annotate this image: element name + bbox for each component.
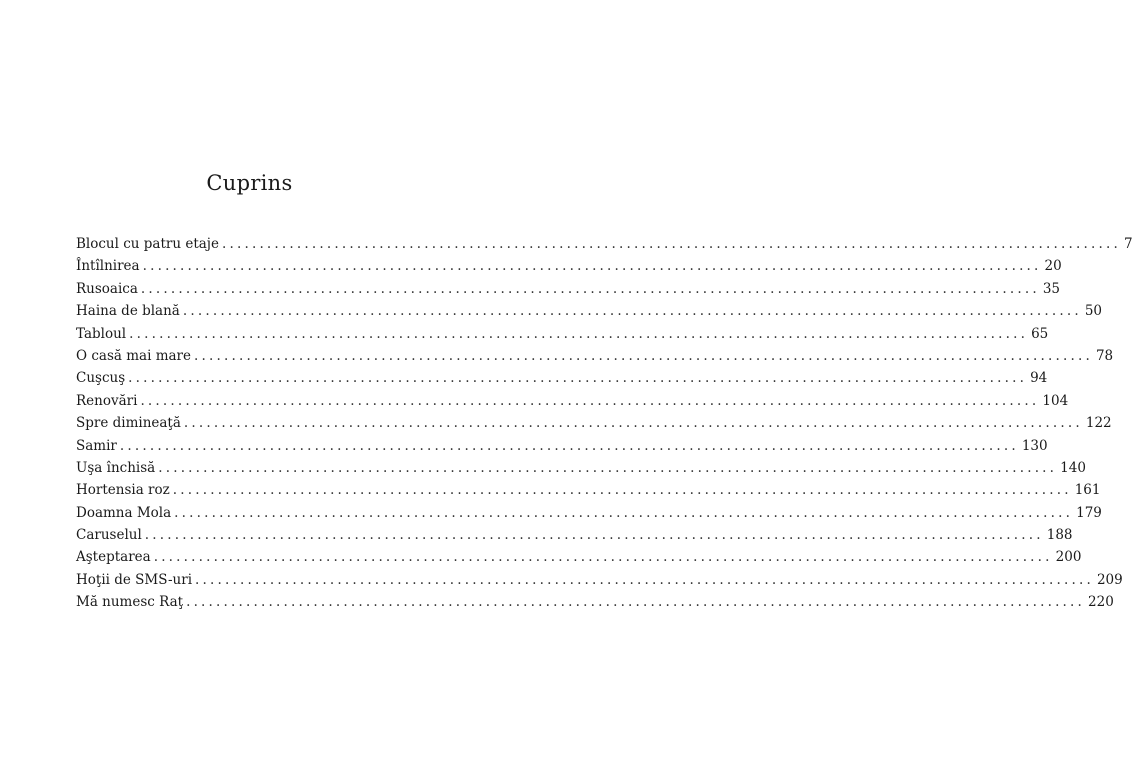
dot-leader: ........................................................................................................................ — [183, 415, 1083, 432]
dot-leader: ........................................................................................................................ — [140, 280, 1040, 297]
toc-entry-page-number: 188 — [1046, 527, 1073, 544]
toc-entry — [76, 236, 1133, 258]
toc-entry-title: Doamna Mola — [76, 504, 172, 521]
toc-entry-title: Cuşcuş — [76, 370, 126, 387]
toc-entry-title: Samir — [76, 437, 117, 454]
toc-entry-title: Spre dimineaţă — [76, 415, 181, 432]
toc-entry-title: Renovări — [76, 392, 138, 409]
toc-entry-page-number: 220 — [1088, 594, 1114, 611]
toc-entry-title: Haina de blană — [76, 303, 180, 320]
toc-entry-title: Tabloul — [76, 325, 127, 342]
dot-leader: ........................................................................................................................ — [144, 527, 1044, 544]
dot-leader: ........................................................................................................................ — [182, 303, 1082, 320]
toc-entry-title: Caruselul — [76, 527, 142, 544]
toc-entry-title: Rusoaica — [76, 280, 138, 297]
toc-entry — [76, 594, 1114, 616]
toc-entry — [76, 571, 1123, 594]
toc-entry — [76, 370, 1048, 392]
toc-entry — [76, 258, 1062, 280]
toc-entry — [76, 482, 1101, 504]
dot-leader: ........................................................................................................................ — [142, 258, 1042, 275]
toc-entry-page-number: 65 — [1031, 325, 1049, 342]
toc-entry — [76, 527, 1073, 549]
table-of-contents — [76, 236, 1133, 617]
toc-entry — [76, 504, 1102, 527]
toc-entry — [76, 459, 1086, 482]
toc-entry-title: O casă mai mare — [76, 347, 191, 364]
toc-entry-page-number: 7 — [1123, 236, 1133, 252]
toc-entry — [76, 303, 1102, 325]
toc-entry — [76, 415, 1112, 437]
dot-leader: ........................................................................................................................ — [221, 236, 1121, 252]
dot-leader: ........................................................................................................................ — [128, 370, 1028, 387]
dot-leader: ........................................................................................................................ — [140, 392, 1040, 409]
toc-entry — [76, 392, 1069, 415]
toc-entry — [76, 347, 1114, 370]
toc-entry-title: Hortensia roz — [76, 482, 170, 499]
toc-entry-title: Întîlnirea — [76, 258, 140, 275]
toc-entry-page-number: 78 — [1095, 347, 1114, 364]
toc-entry-page-number: 94 — [1030, 370, 1048, 387]
toc-entry-title: Aşteptarea — [76, 549, 151, 566]
dot-leader: ........................................................................................................................ — [195, 571, 1094, 588]
dot-leader: ........................................................................................................................ — [119, 437, 1019, 454]
dot-leader: ........................................................................................................................ — [129, 325, 1029, 342]
dot-leader: ........................................................................................................................ — [172, 482, 1072, 499]
dot-leader: ........................................................................................................................ — [158, 459, 1058, 476]
dot-leader: ........................................................................................................................ — [194, 347, 1093, 364]
toc-entry-page-number: 35 — [1042, 280, 1061, 297]
toc-entry-page-number: 209 — [1096, 571, 1123, 588]
page-title: Cuprins — [206, 171, 293, 195]
toc-entry-page-number: 50 — [1084, 303, 1102, 320]
toc-entry-page-number: 20 — [1044, 258, 1062, 275]
toc-entry — [76, 325, 1049, 348]
toc-entry — [76, 280, 1061, 303]
toc-entry-page-number: 161 — [1074, 482, 1101, 499]
dot-leader: ........................................................................................................................ — [174, 504, 1074, 521]
toc-entry-page-number: 122 — [1085, 415, 1112, 432]
toc-entry — [76, 437, 1048, 460]
toc-entry-title: Mă numesc Raţ — [76, 594, 184, 611]
toc-entry-title: Hoţii de SMS-uri — [76, 571, 193, 588]
toc-entry-page-number: 104 — [1042, 392, 1069, 409]
toc-entry-page-number: 179 — [1076, 504, 1102, 521]
toc-entry-title: Blocul cu patru etaje — [76, 236, 219, 252]
toc-entry-page-number: 140 — [1060, 459, 1086, 476]
toc-entry-page-number: 200 — [1055, 549, 1082, 566]
dot-leader: ........................................................................................................................ — [153, 549, 1053, 566]
toc-entry — [76, 549, 1082, 571]
toc-entry-page-number: 130 — [1021, 437, 1048, 454]
dot-leader: ........................................................................................................................ — [186, 594, 1086, 611]
toc-entry-title: Uşa închisă — [76, 459, 156, 476]
